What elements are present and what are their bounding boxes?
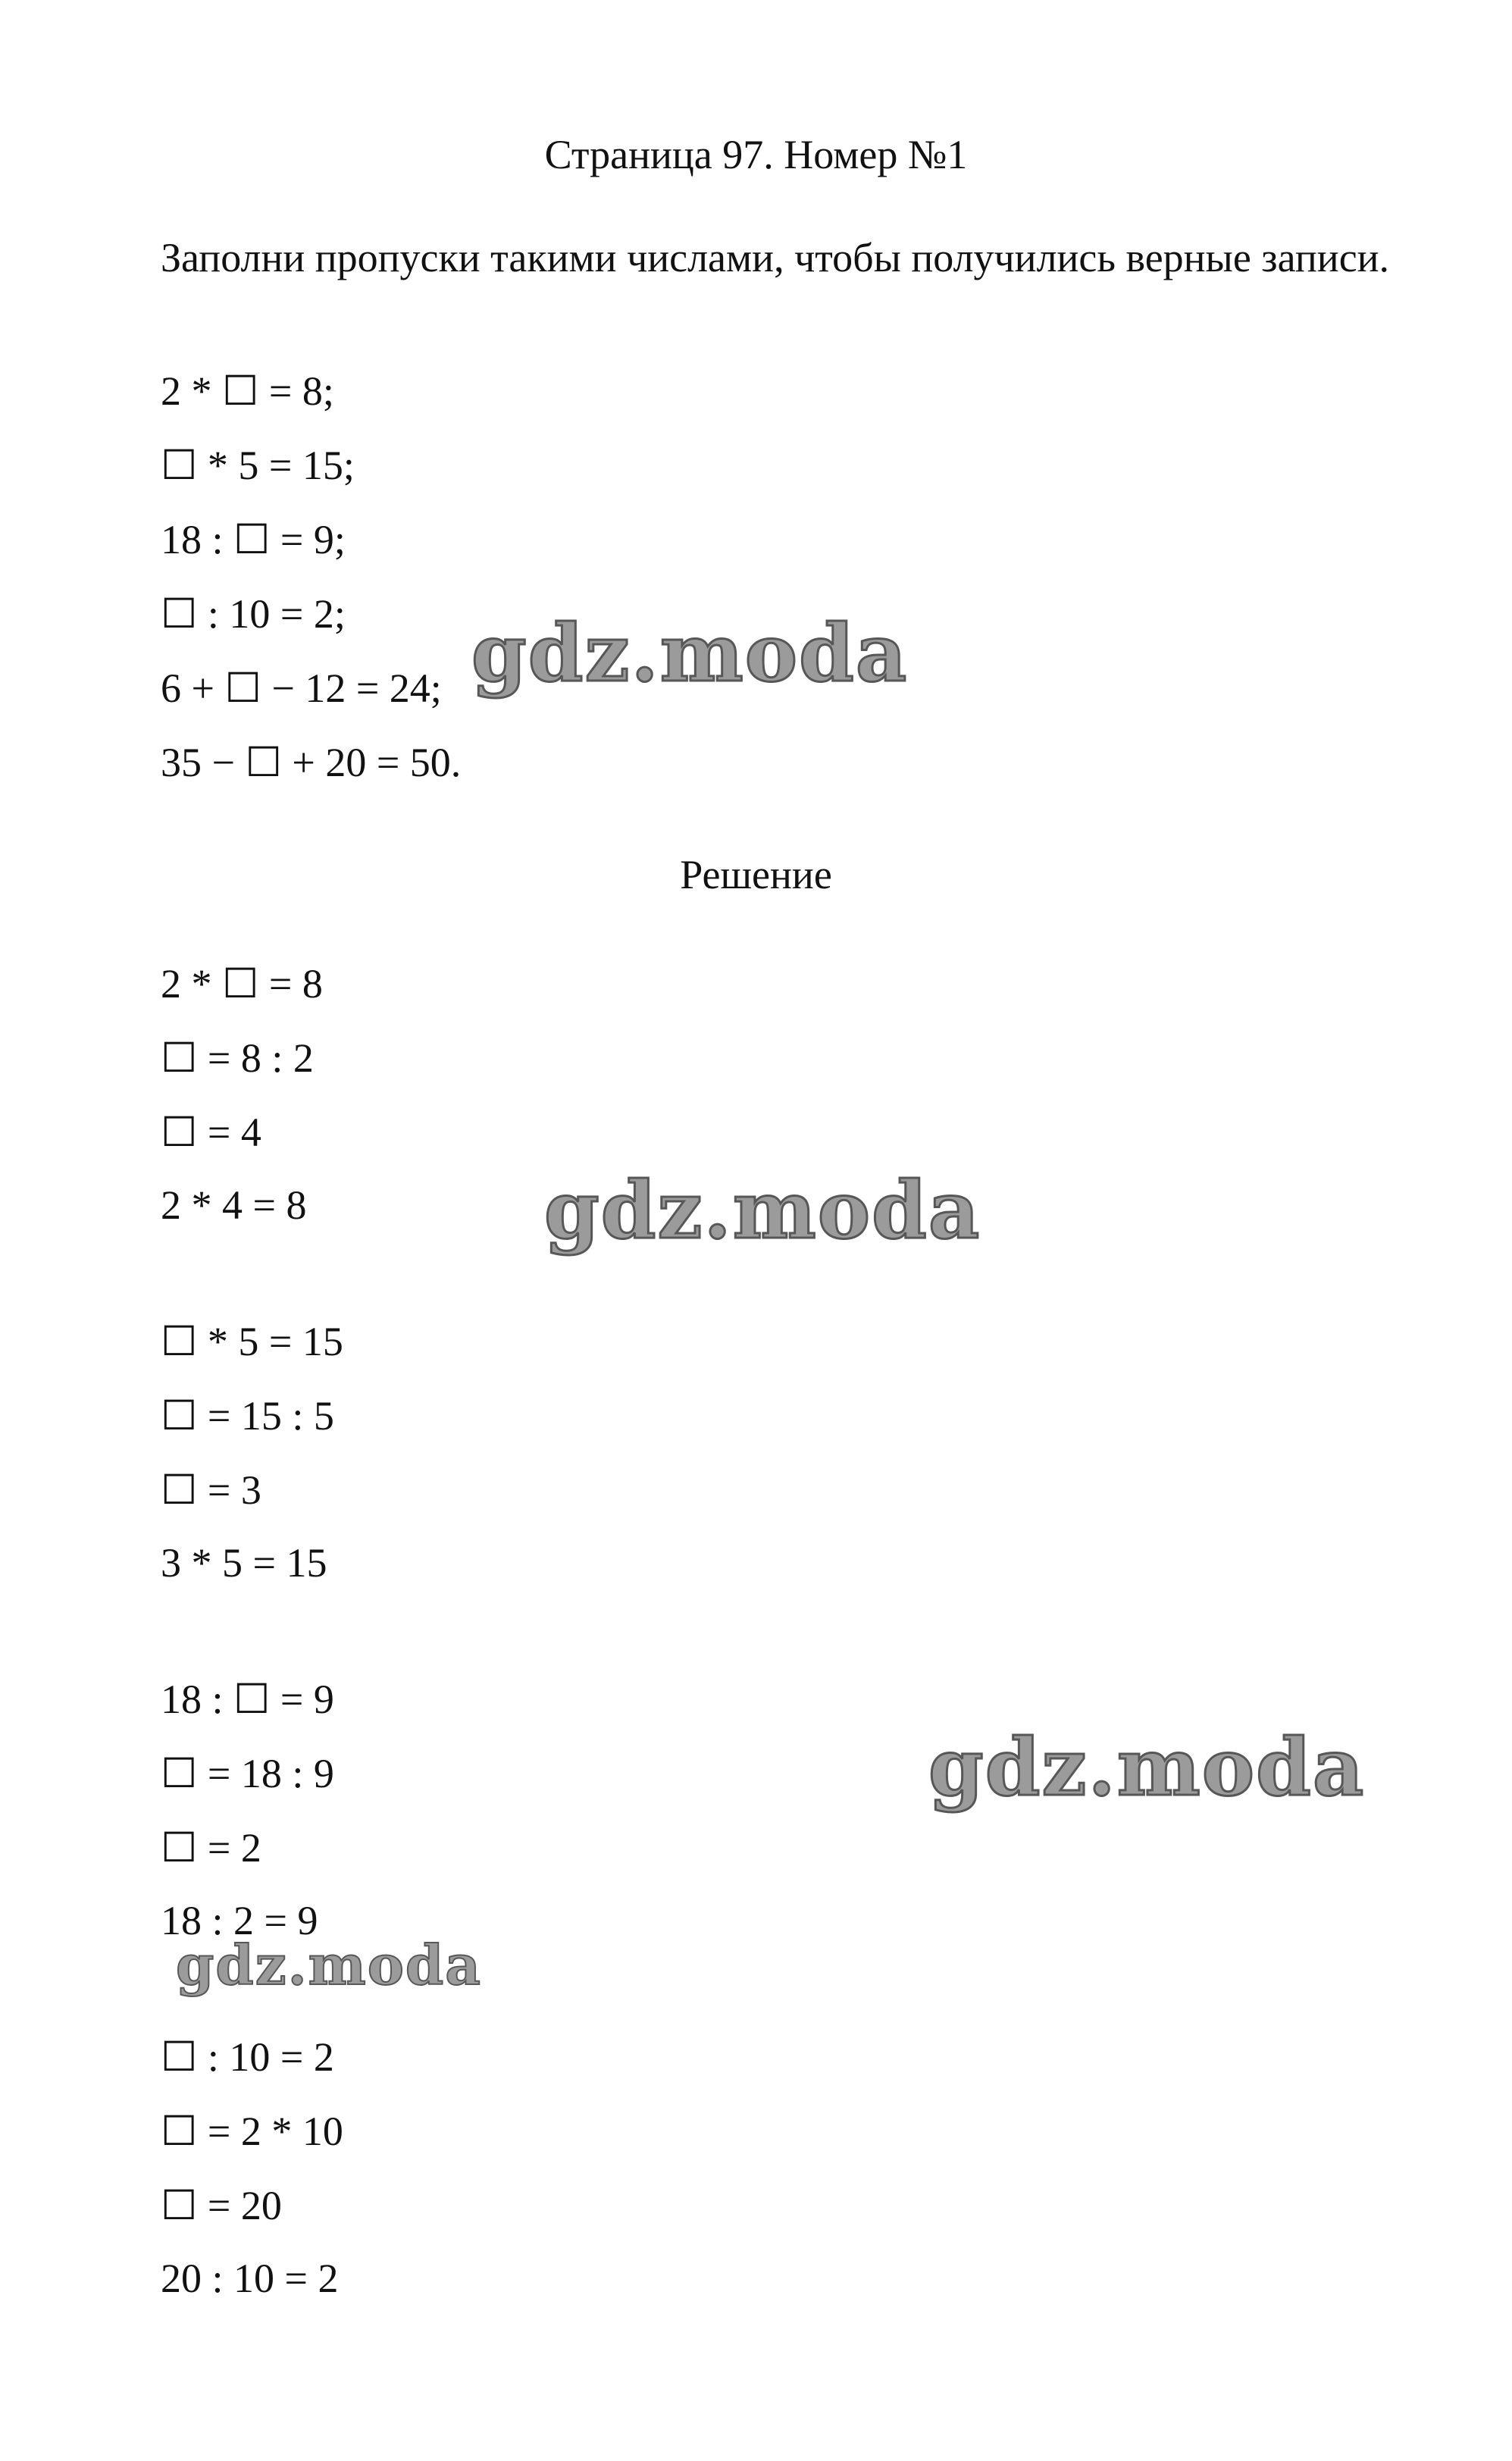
solution-line: 3 * 5 = 15 [161,1540,327,1586]
task-equation: 35 − ☐ + 20 = 50. [161,740,462,785]
solution-title: Решение [680,852,832,897]
solution-line: ☐ = 8 : 2 [161,1035,314,1081]
solution-line: ☐ = 18 : 9 [161,1751,334,1796]
page-title: Страница 97. Номер №1 [544,132,968,177]
solution-line: ☐ = 15 : 5 [161,1393,334,1439]
task-statement: Заполни пропуски такими числами, чтобы получились верные записи. [161,235,1390,280]
task-text [161,224,1404,292]
solution-line: 2 * 4 = 8 [161,1182,307,1228]
task-equation: ☐ : 10 = 2; [161,591,346,637]
task-equation: 18 : ☐ = 9; [161,517,346,562]
solution-line: 20 : 10 = 2 [161,2256,339,2301]
solution-line: ☐ : 10 = 2 [161,2034,334,2080]
watermark-logo: gdz.moda [176,1933,482,1997]
solution-line: 18 : 2 = 9 [161,1898,318,1943]
task-equation: 6 + ☐ − 12 = 24; [161,665,442,711]
watermark-logo: gdz.moda [544,1163,981,1257]
solution-line: ☐ = 2 * 10 [161,2109,343,2154]
task-equation: 2 * ☐ = 8; [161,368,334,414]
watermark-logo: gdz.moda [471,606,909,700]
watermark-logo: gdz.moda [928,1721,1366,1814]
solution-line: 18 : ☐ = 9 [161,1677,334,1722]
solution-line: 2 * ☐ = 8 [161,961,323,1007]
task-equation: ☐ * 5 = 15; [161,443,355,488]
solution-line: ☐ = 20 [161,2183,282,2228]
solution-line: ☐ = 3 [161,1467,261,1513]
solution-line: ☐ = 4 [161,1110,261,1155]
solution-line: ☐ * 5 = 15 [161,1319,343,1364]
solution-line: ☐ = 2 [161,1825,261,1871]
